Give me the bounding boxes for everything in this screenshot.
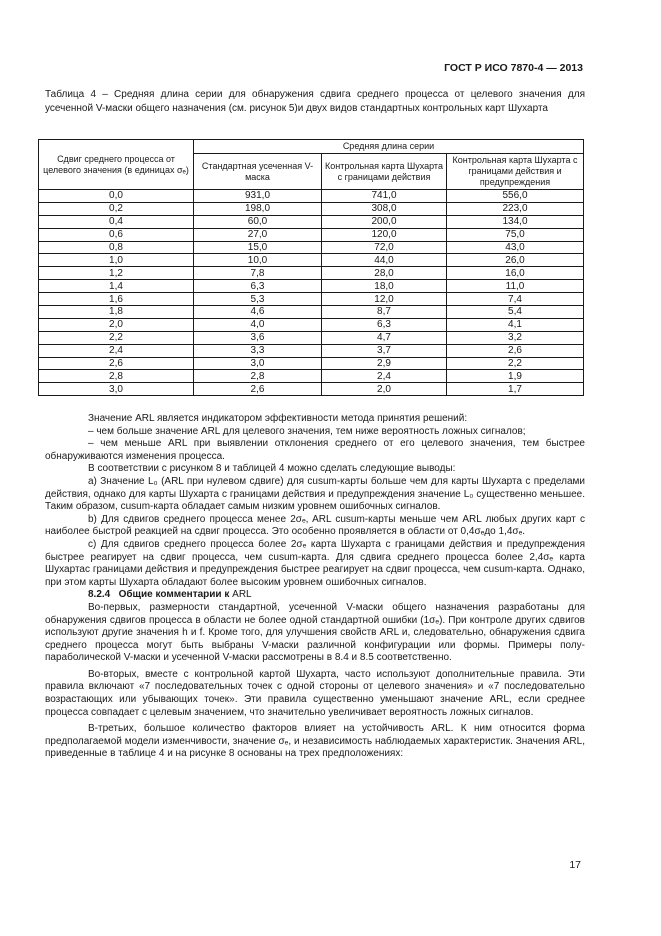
table-cell: 4,7 xyxy=(322,331,447,344)
table-cell: 44,0 xyxy=(322,254,447,267)
table-cell: 11,0 xyxy=(447,280,584,293)
shewhart-warning-column-header: Контрольная карта Шухарта с границами действия и предупреждения xyxy=(447,154,584,190)
table-cell: 2,6 xyxy=(194,383,322,396)
page-number: 17 xyxy=(569,859,581,871)
table-cell: 741,0 xyxy=(322,190,447,203)
table-cell: 12,0 xyxy=(322,293,447,306)
paragraph: c) Для сдвигов среднего процесса более 2σₑ карта Шухарта с границами действия и предупреждения быстрее реагирует на сдвиг процесса, чем cusum-карта. Для сдвига среднего процесса более 2,4σₑ карта Шухартас границами действия и предупреждения быстрее реагирует на сдвиг процесса, чем cusum-карта. Однако, при этом карты Шухарта обладают более высоким уровнем ошибочных сигналов. xyxy=(45,538,585,588)
table-cell: 2,2 xyxy=(447,357,584,370)
table-cell: 0,6 xyxy=(39,228,194,241)
table-row xyxy=(39,344,584,357)
shewhart-action-column-header: Контрольная карта Шухарта с границами действия xyxy=(322,154,447,190)
table-cell: 3,0 xyxy=(194,357,322,370)
paragraph: – чем меньше ARL при выявлении отклонения среднего от его целевого значения, тем быстрее обнаруживаются изменения процесса. xyxy=(45,438,585,462)
table-cell: 308,0 xyxy=(322,202,447,215)
table-cell: 16,0 xyxy=(447,267,584,280)
table-row xyxy=(39,215,584,228)
document-header: ГОСТ Р ИСО 7870-4 — 2013 xyxy=(444,62,583,74)
table-cell: 2,2 xyxy=(39,331,194,344)
arl-group-header: Средняя длина серии xyxy=(194,140,584,154)
paragraph: Во-первых, размерности стандартной, усеченной V-маски общего назначения разработаны для обнаружения сдвигов процесса в области не более одной стандартной ошибки (1σₑ). При контроле других сдвигов используют другие значения h и f. Кроме того, для улучшения свойств ARL и, следовательно, обнаружения сдвига среднего процесса могут быть выбраны V-маски различной конфигурации или формы. Примеры полу-параболической V-маски и усеченной V-маски рассмотрены в 8.4 и 8.5 соответственно. xyxy=(45,601,585,664)
table-row xyxy=(39,202,584,215)
table-row xyxy=(39,267,584,280)
table-cell: 1,4 xyxy=(39,280,194,293)
paragraph: a) Значение L₀ (ARL при нулевом сдвиге) для cusum-карты больше чем для карты Шухарта с пределами действия, однако для карты Шухарта с границами действия и предупреждения значение L₀ существенно меньшее. Таким образом, cusum-карта обладает самым низким уровнем ошибочных сигналов. xyxy=(45,475,585,513)
table-cell: 26,0 xyxy=(447,254,584,267)
table-cell: 2,6 xyxy=(447,344,584,357)
table-cell: 1,7 xyxy=(447,383,584,396)
table-cell: 2,8 xyxy=(194,370,322,383)
table-cell: 60,0 xyxy=(194,215,322,228)
table-cell: 75,0 xyxy=(447,228,584,241)
table-cell: 0,0 xyxy=(39,190,194,203)
paragraph: Значение ARL является индикатором эффективности метода принятия решений: xyxy=(88,413,468,424)
table-cell: 931,0 xyxy=(194,190,322,203)
paragraph: В соответствии с рисунком 8 и таблицей 4 можно сделать следующие выводы: xyxy=(88,463,456,475)
paragraph: b) Для сдвигов среднего процесса менее 2σₑ, ARL cusum-карты меньше чем ARL любых других карт с наиболее быстрой реакцией на сдвиг процесса. Это особенно проявляется в области от 0,4σₑдо 1,4σₑ. xyxy=(45,513,585,538)
table-cell: 0,2 xyxy=(39,202,194,215)
table-cell: 1,9 xyxy=(447,370,584,383)
table-cell: 3,0 xyxy=(39,383,194,396)
table-cell: 0,8 xyxy=(39,241,194,254)
table-row xyxy=(39,357,584,370)
table-row xyxy=(39,280,584,293)
table-row xyxy=(39,306,584,319)
table-body xyxy=(39,190,584,396)
table-cell: 200,0 xyxy=(322,215,447,228)
arl-table xyxy=(38,139,584,396)
table-cell: 2,6 xyxy=(39,357,194,370)
table-cell: 2,0 xyxy=(322,383,447,396)
table-cell: 198,0 xyxy=(194,202,322,215)
table-row xyxy=(39,331,584,344)
table-cell: 2,0 xyxy=(39,318,194,331)
table-cell: 28,0 xyxy=(322,267,447,280)
table-row xyxy=(39,293,584,306)
table-cell: 223,0 xyxy=(447,202,584,215)
paragraph: В-третьих, большое количество факторов влияет на устойчивость ARL. К ним относится форма предполагаемой модели изменчивости, значение σₑ, и независимость наблюдаемых характеристик. Значения ARL, приведенные в таблице 4 и на рисунке 8 основаны на трех предположениях: xyxy=(45,723,585,760)
table-cell: 6,3 xyxy=(194,280,322,293)
table-cell: 1,2 xyxy=(39,267,194,280)
table-cell: 6,3 xyxy=(322,318,447,331)
table-cell: 10,0 xyxy=(194,254,322,267)
table-cell: 1,6 xyxy=(39,293,194,306)
table-row xyxy=(39,370,584,383)
table-cell: 3,7 xyxy=(322,344,447,357)
table-row xyxy=(39,318,584,331)
paragraph: Во-вторых, вместе с контрольной картой Шухарта, часто используют дополнительные правила. Эти правила включают «7 последовательных точек с одной стороны от целевого значения» и «7 последовательно возрастающих или убывающих точек». Эти правила существенно уменьшают значение ARL, если среднее процесса совпадает с целевым значением, что значительно увеличивает вероятность ложных сигналов. xyxy=(45,668,585,718)
table-cell: 15,0 xyxy=(194,241,322,254)
section-title: Общие комментарии к xyxy=(118,589,230,601)
section-heading xyxy=(45,589,585,602)
table-cell: 43,0 xyxy=(447,241,584,254)
table-cell: 4,6 xyxy=(194,306,322,319)
table-cell: 8,7 xyxy=(322,306,447,319)
table-cell: 27,0 xyxy=(194,228,322,241)
table-cell: 7,8 xyxy=(194,267,322,280)
table-cell: 4,0 xyxy=(194,318,322,331)
table-cell: 72,0 xyxy=(322,241,447,254)
table-cell: 5,3 xyxy=(194,293,322,306)
section-number: 8.2.4 xyxy=(88,589,111,601)
table-cell: 2,8 xyxy=(39,370,194,383)
table-caption: Таблица 4 – Средняя длина серии для обнаружения сдвига среднего процесса от целевого значения для усеченной V-маски общего назначения (см. рисунок 5)и двух видов стандартных контрольных карт Шухарта xyxy=(45,89,585,114)
table-cell: 4,1 xyxy=(447,318,584,331)
table-cell: 18,0 xyxy=(322,280,447,293)
table-cell: 3,2 xyxy=(447,331,584,344)
table-cell: 2,9 xyxy=(322,357,447,370)
table-cell: 2,4 xyxy=(39,344,194,357)
body-text xyxy=(45,413,585,761)
table-row xyxy=(39,254,584,267)
table-cell: 0,4 xyxy=(39,215,194,228)
table-cell: 5,4 xyxy=(447,306,584,319)
table-cell: 3,3 xyxy=(194,344,322,357)
table-cell: 7,4 xyxy=(447,293,584,306)
table-row xyxy=(39,228,584,241)
table-cell: 120,0 xyxy=(322,228,447,241)
table-cell: 134,0 xyxy=(447,215,584,228)
table-row xyxy=(39,383,584,396)
shift-column-header: Сдвиг среднего процесса от целевого значения (в единицах σₑ) xyxy=(39,140,194,190)
table-cell: 3,6 xyxy=(194,331,322,344)
table-cell: 2,4 xyxy=(322,370,447,383)
vmask-column-header: Стандартная усеченная V-маска xyxy=(194,154,322,190)
section-title-tail: ARL xyxy=(229,589,252,601)
table-cell: 556,0 xyxy=(447,190,584,203)
paragraph: – чем больше значение ARL для целевого значения, тем ниже вероятность ложных сигналов; xyxy=(88,425,526,437)
table-cell: 1,0 xyxy=(39,254,194,267)
table-row xyxy=(39,190,584,203)
table-row xyxy=(39,241,584,254)
table-cell: 1,8 xyxy=(39,306,194,319)
